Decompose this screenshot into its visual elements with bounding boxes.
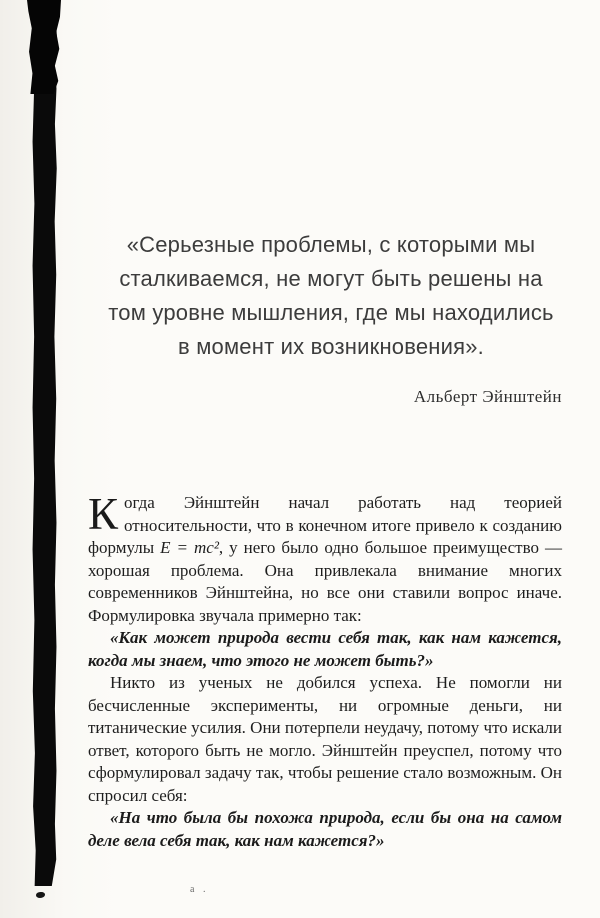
scan-binding-edge bbox=[31, 0, 57, 886]
scan-ink-speck bbox=[36, 892, 45, 898]
paragraph-italic-quote: «Как может природа вести себя так, как нам кажется, когда мы знаем, что этого не может быть?» bbox=[88, 628, 562, 670]
paragraph: Никто из ученых не добился успеха. Не помогли ни бесчисленные эксперименты, ни огромные деньги, ни титанические усилия. Они потерпели неудачу, потому что искали ответ, которого быть не могло. Эйнштейн преуспел, потому что сформулировал задачу так, чтобы решение стало возможным. Он спросил себя: bbox=[88, 673, 562, 805]
quote-attribution: Альберт Эйнштейн bbox=[413, 387, 562, 406]
einstein-formula: E = mc² bbox=[160, 538, 219, 557]
epigraph-line: сталкиваемся, не могут быть решены на bbox=[119, 266, 543, 291]
epigraph-quote bbox=[98, 228, 564, 414]
paragraph-text: огда Эйнштейн начал работать над теорией относительности, что в конечном итоге привело к созданию формулы bbox=[88, 493, 562, 557]
epigraph-line: «Серьезные проблемы, с которыми мы bbox=[126, 232, 536, 257]
paragraph-text: , у него было одно большое преимущество — хорошая проблема. Она привлекала внимание многих современников Эйнштейна, но все они ставили вопрос иначе. Формулировка звучала примерно так: bbox=[88, 538, 563, 625]
epigraph-line: в момент их возникновения». bbox=[178, 334, 484, 359]
paragraph-first bbox=[88, 489, 563, 627]
paragraph-italic-quote: «На что была бы похожа природа, если бы она на самом деле вела себя так, как нам кажется?» bbox=[88, 808, 562, 850]
scan-binding-edge-top bbox=[27, 0, 61, 94]
drop-cap: К bbox=[88, 489, 119, 539]
body-text-block bbox=[88, 489, 563, 852]
scan-artifact-text: а . bbox=[190, 884, 209, 895]
epigraph-line: том уровне мышления, где мы находились bbox=[108, 300, 554, 325]
